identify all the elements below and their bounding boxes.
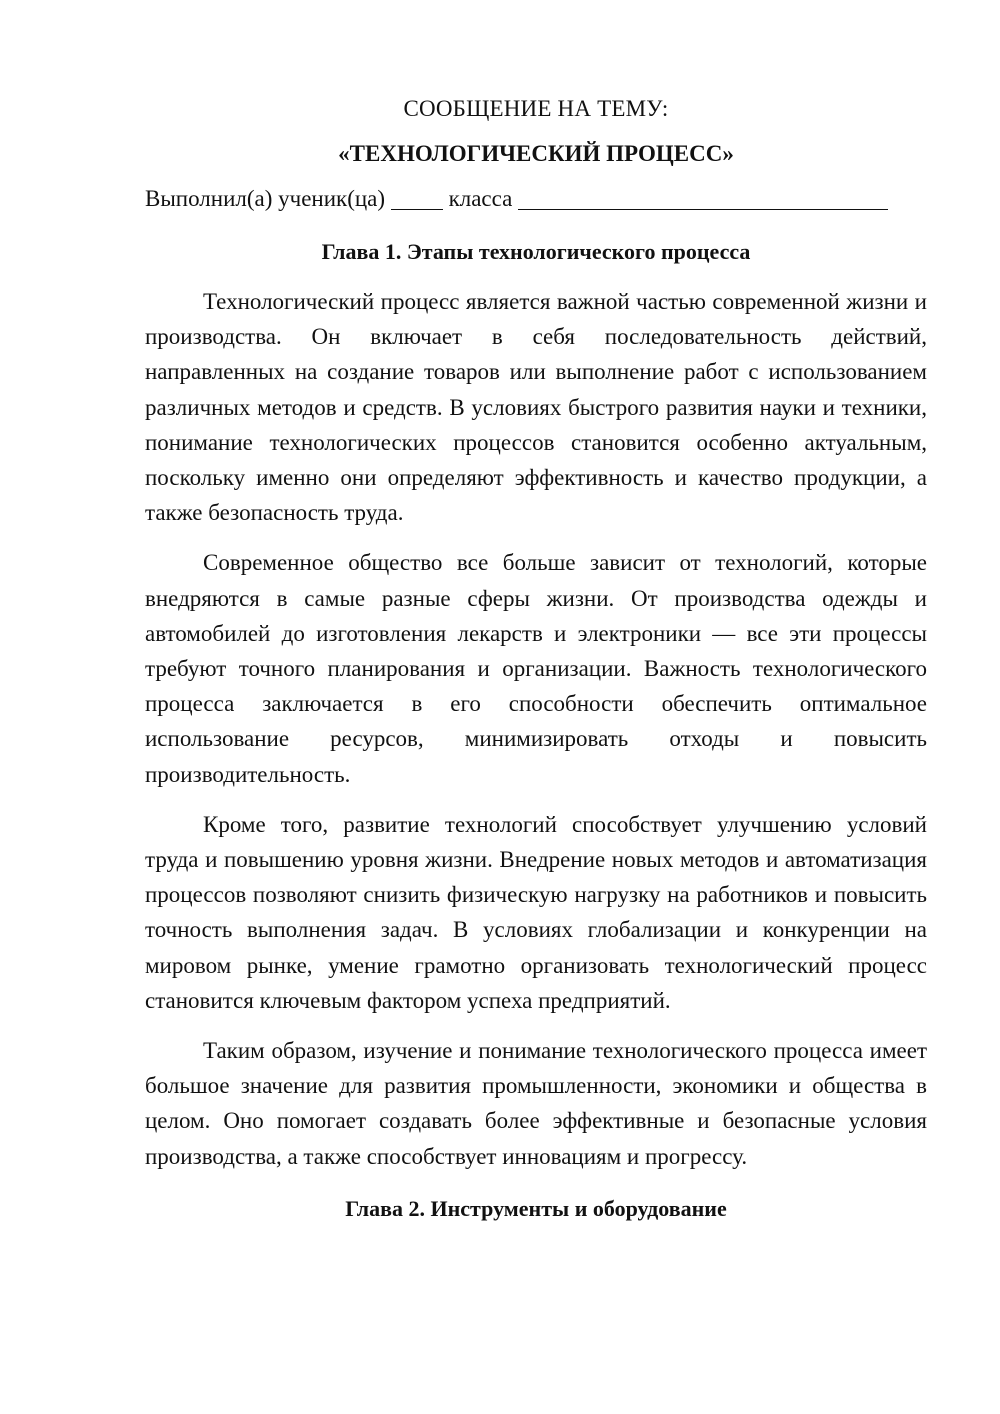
author-name-blank <box>518 187 888 210</box>
document-title-topic: «ТЕХНОЛОГИЧЕСКИЙ ПРОЦЕСС» <box>338 141 734 166</box>
chapter-1-heading: Глава 1. Этапы технологического процесса <box>321 239 751 264</box>
paragraph: Современное общество все больше зависит от технологий, которые внедряются в самые разные сферы жизни. От производства одежды и автомобилей до изготовления лекарств и электроники — все эти процессы требуют точного планирования и организации. Важность технологического процесса заключается в его способности обеспечить оптимальное использование ресурсов, минимизировать отходы и повысить производительность. <box>145 550 927 787</box>
paragraph: Технологический процесс является важной частью современной жизни и производства. Он включает в себя последовательность действий, направленных на создание товаров или выполнение работ с использованием различных методов и средств. В условиях быстрого развития науки и техники, понимание технологических процессов становится особенно актуальным, поскольку именно они определяют эффективность и качество продукции, а также безопасность труда. <box>145 289 927 526</box>
author-label: Выполнил(а) ученик(ца) <box>145 186 386 211</box>
author-line <box>145 182 927 216</box>
document-content <box>145 92 927 1241</box>
paragraph: Кроме того, развитие технологий способствует улучшению условий труда и повышению уровня жизни. Внедрение новых методов и автоматизация процессов позволяют снизить физическую нагрузку на работников и повысить точность выполнения задач. В условиях глобализации и конкуренции на мировом рынке, умение грамотно организовать технологический процесс становится ключевым фактором успеха предприятий. <box>145 811 927 1013</box>
class-number-blank <box>391 187 443 210</box>
chapter-2-heading: Глава 2. Инструменты и оборудование <box>345 1195 727 1221</box>
document-title-line1: СООБЩЕНИЕ НА ТЕМУ: <box>403 96 669 121</box>
class-label: класса <box>448 186 513 211</box>
paragraph: Таким образом, изучение и понимание технологического процесса имеет большое значение для развития промышленности, экономики и общества в целом. Оно помогает создавать более эффективные и безопасные условия производства, а также способствует инновациям и прогрессу. <box>145 1038 927 1169</box>
